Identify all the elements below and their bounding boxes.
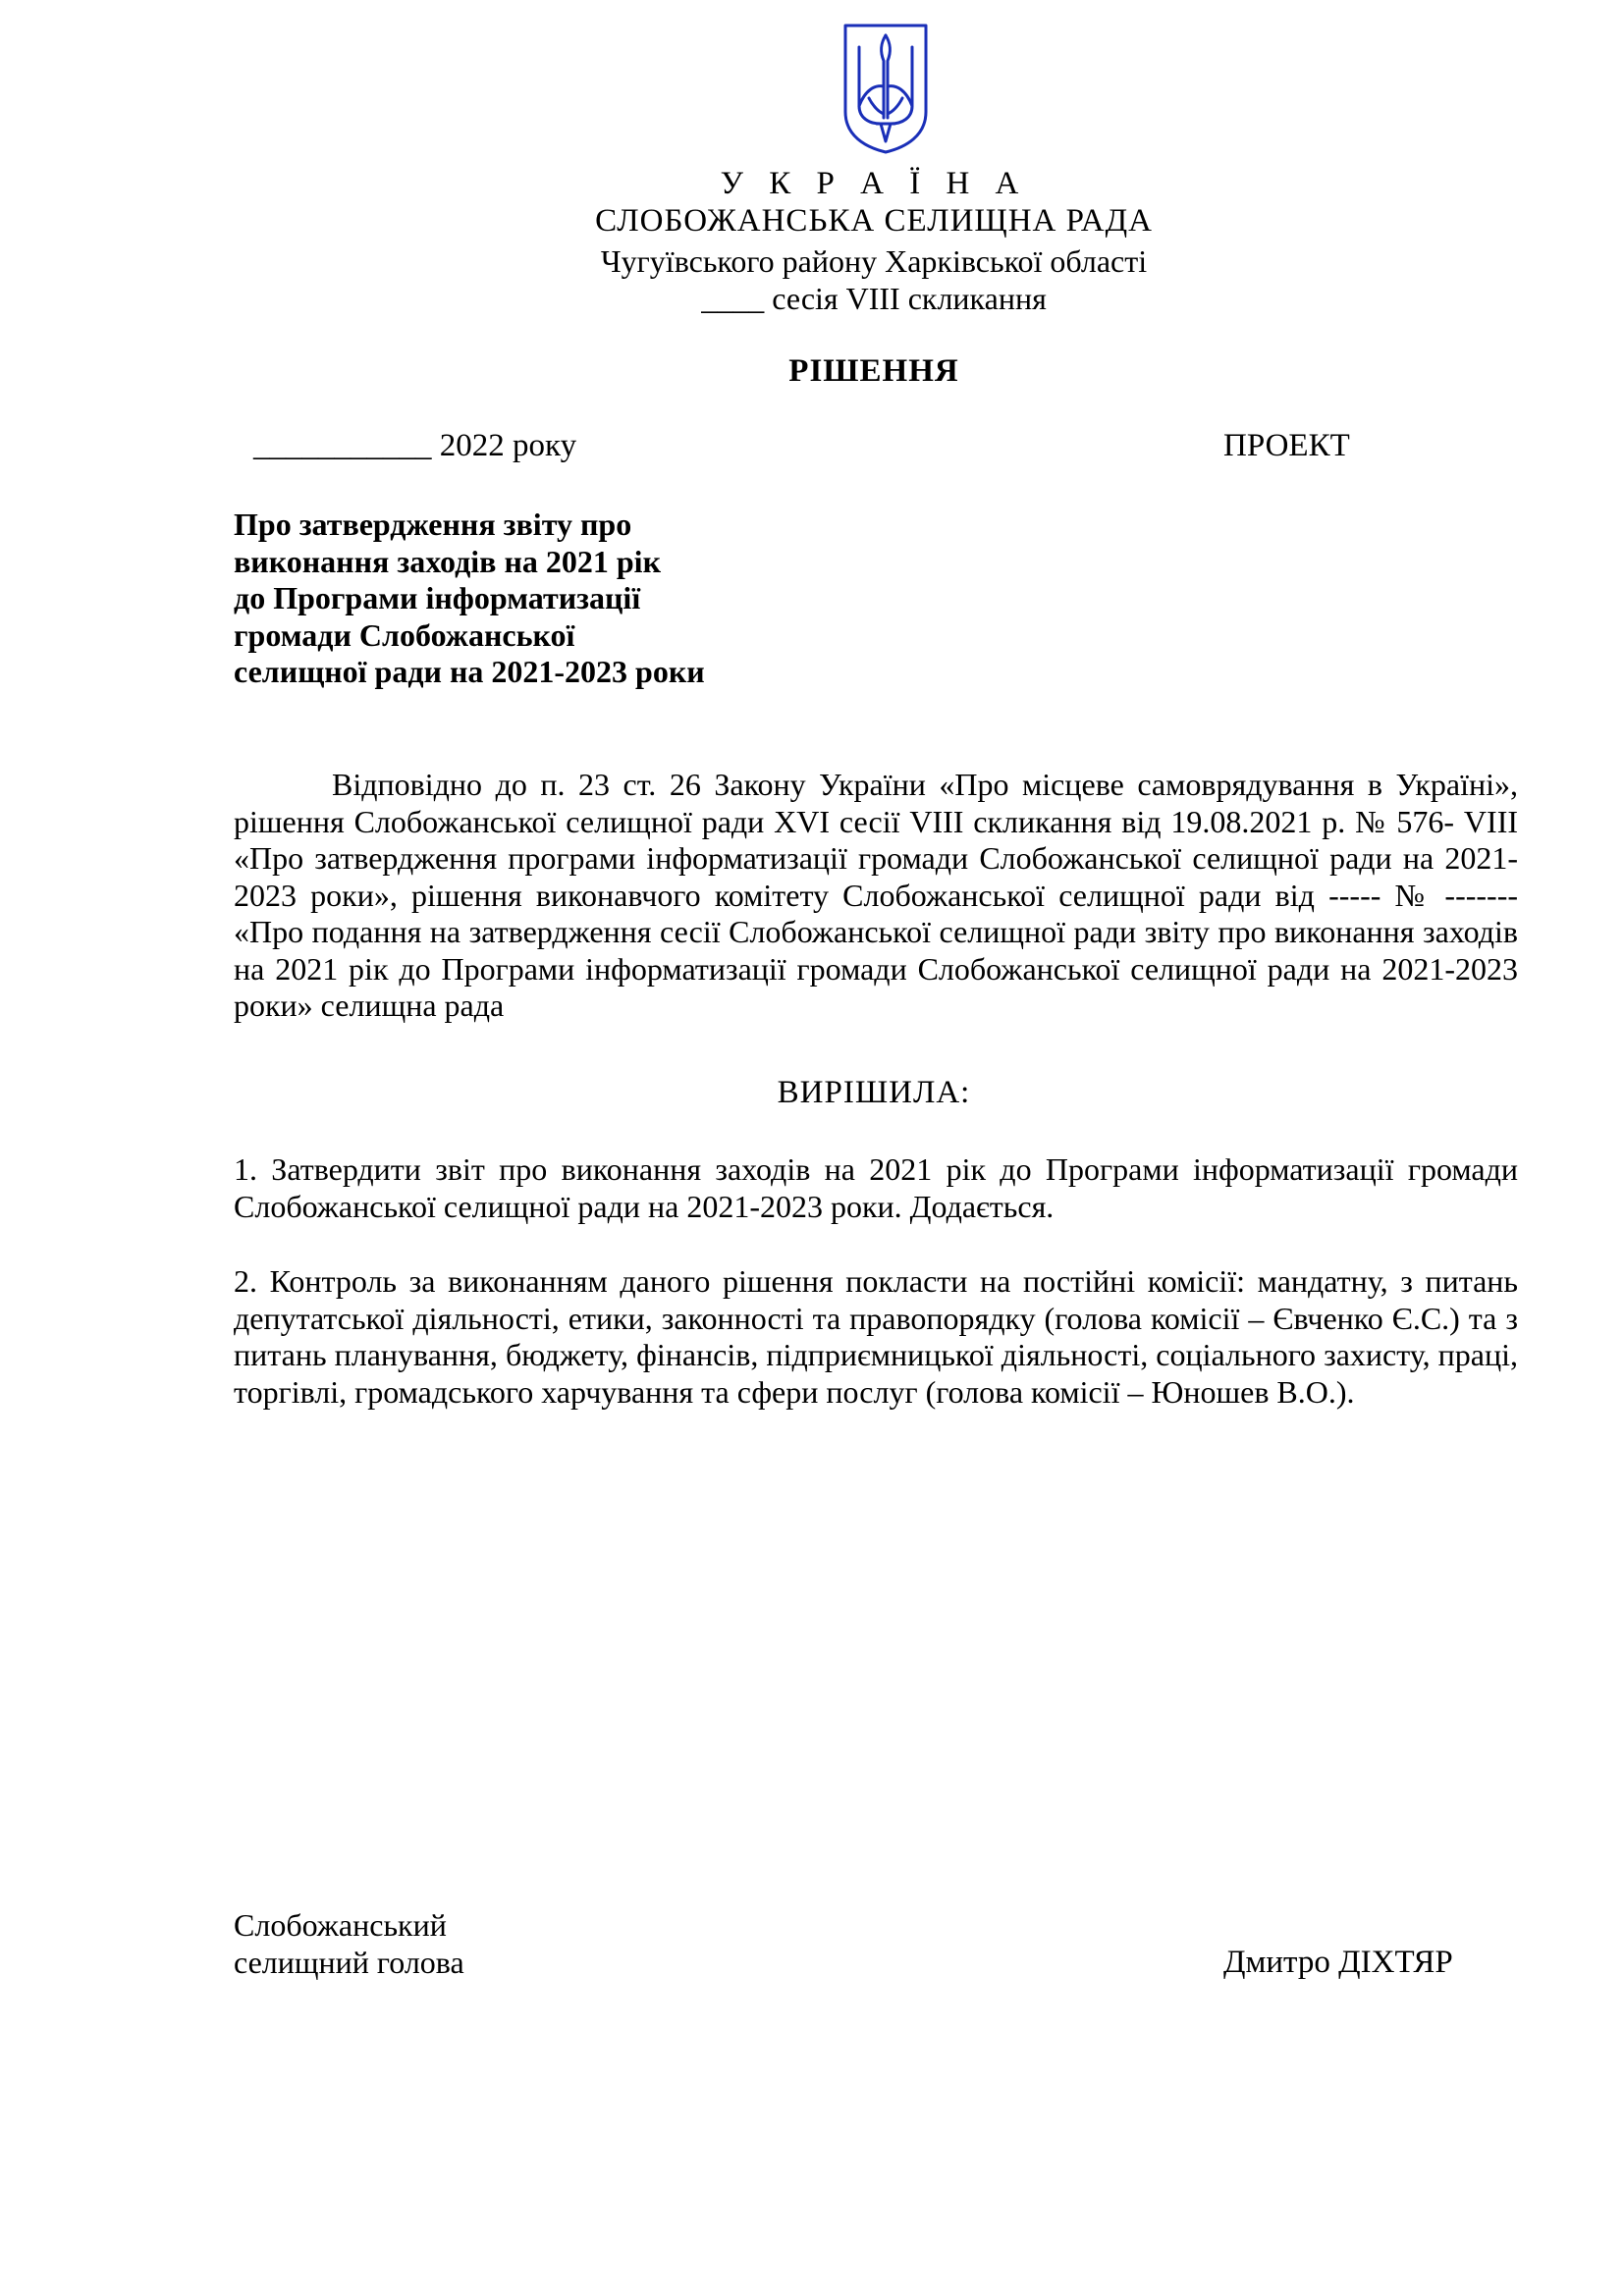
signatory-title-line: Слобожанський <box>234 1907 447 1943</box>
subject-line: до Програми інформатизації <box>234 580 641 615</box>
subject-line: селищної ради на 2021-2023 роки <box>234 654 705 689</box>
decision-date: ___________ 2022 року <box>253 428 577 463</box>
signatory-name: Дмитро ДІХТЯР <box>1223 1945 1453 1980</box>
district-name: Чугуївського району Харківської області <box>600 243 1148 279</box>
preamble-paragraph: Відповідно до п. 23 ст. 26 Закону України «Про місцеве самоврядування в Україні», рішення Слобожанської селищної ради XVI сесії VIII скликання від 19.08.2021 р. № 576- VIII «Про затвердження програми інформатизації громади Слобожанської селищної ради на 2021-2023 роки», рішення виконавчого комітету Слобожанської селищної ради від ----- № ------- «Про подання на затвердження сесії Слобожанської селищної ради звіту про виконання заходів на 2021 рік до Програми інформатизації громади Слобожанської селищної ради на 2021-2023 роки» селищна рада <box>234 767 1518 1023</box>
trident-coat-of-arms-icon <box>841 22 930 155</box>
country-name: У К Р А Ї Н А <box>720 166 1028 201</box>
council-name: СЛОБОЖАНСЬКА СЕЛИЩНА РАДА <box>595 203 1153 239</box>
resolution-item-1: 1. Затвердити звіт про виконання заходів на 2021 рік до Програми інформатизації громади Слобожанської селищної ради на 2021-2023 роки. Додається. <box>234 1151 1518 1224</box>
signatory-title <box>234 1906 464 1981</box>
draft-status-label: ПРОЕКТ <box>1223 428 1350 463</box>
signatory-title-line: селищний голова <box>234 1945 464 1980</box>
subject-line: виконання заходів на 2021 рік <box>234 543 661 579</box>
decision-subject <box>234 507 705 691</box>
decision-title: РІШЕННЯ <box>788 353 959 389</box>
resolved-heading: ВИРІШИЛА: <box>777 1075 971 1110</box>
resolution-item-2: 2. Контроль за виконанням даного рішення покласти на постійні комісії: мандатну, з питань депутатської діяльності, етики, законності та правопорядку (голова комісії – Євченко Є.С.) та з питань планування, бюджету, фінансів, підприємницької діяльності, соціального захисту, праці, торгівлі, громадського харчування та сфери послуг (голова комісії – Юношев В.О.). <box>234 1263 1518 1410</box>
subject-line: Про затвердження звіту про <box>234 507 632 542</box>
session-line: ____ сесія VIII скликання <box>701 281 1047 316</box>
subject-line: громади Слобожанської <box>234 616 575 653</box>
